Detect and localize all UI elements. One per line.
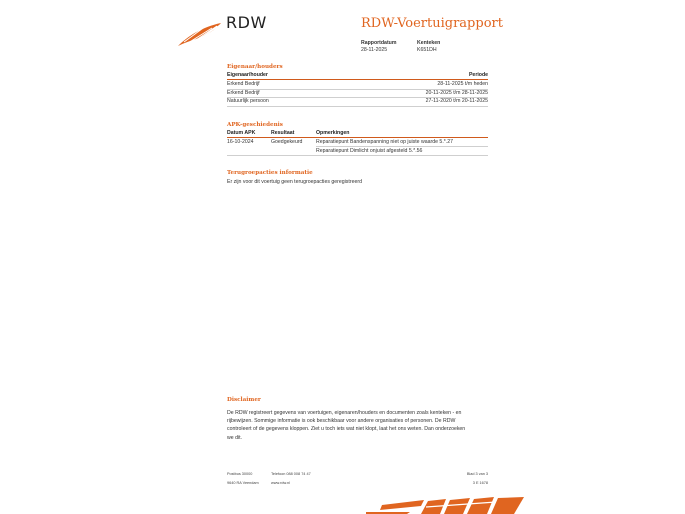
owner-row-2-owner: Erkend Bedrijf — [227, 90, 260, 96]
footer-code: 3 E 1678 — [472, 481, 488, 485]
apk-row-note-1: Reparatiepunt Bandenspanning niet op juiste waarde 5.*.27 — [316, 139, 453, 145]
footer-website[interactable]: www.rdw.nl — [271, 481, 290, 485]
owner-row-1-period: 28-11-2025 t/m heden — [437, 81, 488, 87]
owners-row-rule — [227, 106, 488, 107]
owners-col-owner: Eigenaar/houder — [227, 72, 268, 78]
owner-row-2-period: 20-11-2025 t/m 28-11-2025 — [425, 90, 488, 96]
apk-row-date: 16-10-2024 — [227, 139, 254, 145]
apk-section-title: APK-geschiedenis — [227, 122, 283, 128]
plate-value: K651DH — [417, 47, 437, 53]
rdw-feather-logo — [176, 22, 222, 48]
owners-section-title: Eigenaar/houders — [227, 64, 283, 70]
owner-row-1-owner: Erkend Bedrijf — [227, 81, 260, 87]
owners-header-rule — [227, 79, 488, 80]
footer-postbox: Postbus 30000 — [227, 472, 253, 476]
recall-section-title: Terugroepacties informatie — [227, 170, 313, 176]
footer-stripes-graphic — [366, 497, 526, 514]
apk-row-result: Goedgekeurd — [271, 139, 303, 145]
apk-col-date: Datum APK — [227, 130, 256, 136]
disclaimer-line: rijbewijzen. Sommige informatie is ook beschikbaar voor andere organisaties of personen. De RDW — [227, 418, 456, 425]
owners-col-period: Periode — [468, 72, 488, 78]
apk-row-note-2: Reparatiepunt Dimlicht onjuist afgesteld 5.*.56 — [316, 147, 423, 154]
owner-row-3-period: 27-11-2020 t/m 20-11-2025 — [425, 98, 488, 104]
owner-row-3-owner: Natuurlijk persoon — [227, 98, 269, 104]
apk-header-rule — [227, 137, 488, 138]
apk-col-result: Resultaat — [271, 130, 295, 136]
disclaimer-text — [227, 409, 489, 442]
disclaimer-title: Disclaimer — [227, 397, 261, 403]
brand-name: RDW — [226, 13, 267, 32]
plate-label: Kenteken — [417, 40, 441, 46]
disclaimer-line: controleert of de gegevens kloppen. Ziet u toch iets wat niet klopt, laat het ons weten. Dan onderzoeken — [227, 426, 466, 433]
footer-phone: Telefoon 088 008 74 47 — [271, 472, 311, 476]
report-title: RDW-Voertuigrapport — [361, 16, 503, 31]
report-date-value: 28-11-2025 — [361, 47, 388, 53]
disclaimer-line: we dit. — [227, 434, 242, 441]
footer-city: 9640 RA Veendam — [227, 481, 259, 485]
recall-text: Er zijn voor dit voertuig geen terugroepacties geregistreerd — [227, 179, 362, 185]
footer-page-number: Blad 3 van 3 — [466, 472, 488, 476]
apk-col-notes: Opmerkingen — [316, 130, 350, 136]
disclaimer-line: De RDW registreert gegevens van voertuigen, eigenaren/houders en documenten zoals kenteken - en — [227, 410, 462, 416]
report-date-label: Rapportdatum — [361, 40, 397, 46]
apk-row-rule — [227, 155, 488, 156]
